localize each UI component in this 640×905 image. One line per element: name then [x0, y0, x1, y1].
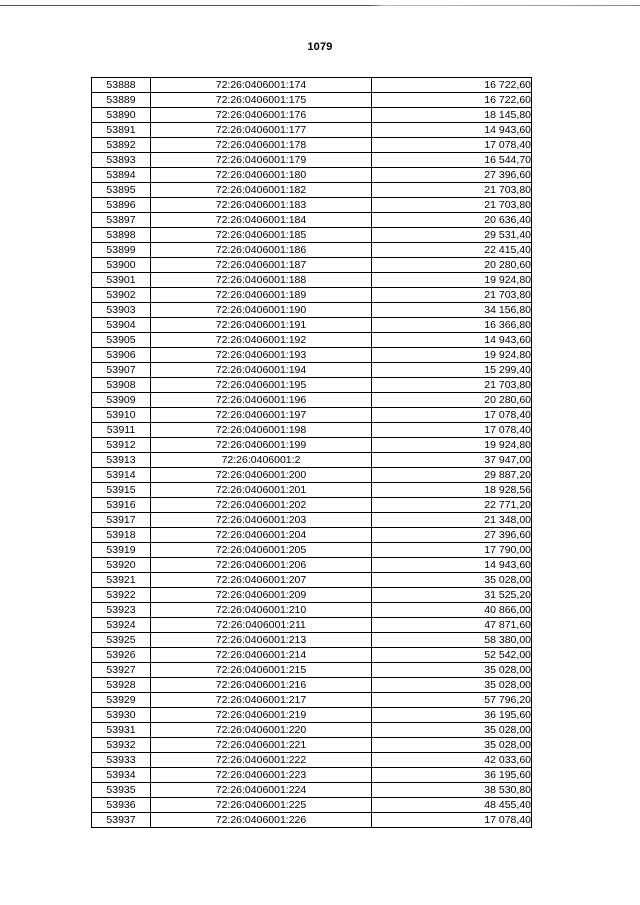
cadastral-number-cell: 72:26:0406001:222 [151, 753, 372, 768]
row-number-cell: 53894 [92, 168, 151, 183]
row-number-cell: 53893 [92, 153, 151, 168]
cadastral-value-cell: 17 078,40 [372, 408, 532, 423]
cadastral-number-cell: 72:26:0406001:195 [151, 378, 372, 393]
cadastral-value-cell: 52 542,00 [372, 648, 532, 663]
table-row [92, 258, 532, 273]
table-row [92, 753, 532, 768]
cadastral-number-cell: 72:26:0406001:202 [151, 498, 372, 513]
cadastral-value-cell: 21 703,80 [372, 183, 532, 198]
row-number-cell: 53920 [92, 558, 151, 573]
cadastral-value-cell: 35 028,00 [372, 678, 532, 693]
row-number-cell: 53916 [92, 498, 151, 513]
table-row [92, 603, 532, 618]
table-row [92, 198, 532, 213]
cadastral-number-cell: 72:26:0406001:206 [151, 558, 372, 573]
cadastral-number-cell: 72:26:0406001:2 [151, 453, 372, 468]
table-row [92, 648, 532, 663]
row-number-cell: 53902 [92, 288, 151, 303]
cadastral-number-cell: 72:26:0406001:179 [151, 153, 372, 168]
cadastral-value-cell: 35 028,00 [372, 738, 532, 753]
cadastral-value-cell: 17 078,40 [372, 138, 532, 153]
table-row [92, 138, 532, 153]
cadastral-number-cell: 72:26:0406001:187 [151, 258, 372, 273]
table-row [92, 168, 532, 183]
row-number-cell: 53900 [92, 258, 151, 273]
cadastral-value-cell: 21 703,80 [372, 288, 532, 303]
cadastral-value-cell: 35 028,00 [372, 663, 532, 678]
cadastral-value-cell: 36 195,60 [372, 708, 532, 723]
row-number-cell: 53898 [92, 228, 151, 243]
row-number-cell: 53889 [92, 93, 151, 108]
table-row [92, 213, 532, 228]
row-number-cell: 53934 [92, 768, 151, 783]
cadastral-value-cell: 17 078,40 [372, 423, 532, 438]
row-number-cell: 53907 [92, 363, 151, 378]
cadastral-number-cell: 72:26:0406001:186 [151, 243, 372, 258]
cadastral-value-cell: 17 790,00 [372, 543, 532, 558]
table-row [92, 153, 532, 168]
cadastral-number-cell: 72:26:0406001:213 [151, 633, 372, 648]
cadastral-value-cell: 29 531,40 [372, 228, 532, 243]
cadastral-number-cell: 72:26:0406001:216 [151, 678, 372, 693]
cadastral-number-cell: 72:26:0406001:217 [151, 693, 372, 708]
cadastral-number-cell: 72:26:0406001:175 [151, 93, 372, 108]
cadastral-number-cell: 72:26:0406001:189 [151, 288, 372, 303]
row-number-cell: 53926 [92, 648, 151, 663]
cadastral-number-cell: 72:26:0406001:211 [151, 618, 372, 633]
table-row [92, 318, 532, 333]
cadastral-value-cell: 35 028,00 [372, 723, 532, 738]
cadastral-number-cell: 72:26:0406001:219 [151, 708, 372, 723]
row-number-cell: 53909 [92, 393, 151, 408]
row-number-cell: 53922 [92, 588, 151, 603]
table-row [92, 333, 532, 348]
cadastral-value-cell: 16 722,60 [372, 93, 532, 108]
table-row [92, 108, 532, 123]
table-row [92, 378, 532, 393]
table-row [92, 798, 532, 813]
cadastral-number-cell: 72:26:0406001:214 [151, 648, 372, 663]
table-row [92, 303, 532, 318]
row-number-cell: 53929 [92, 693, 151, 708]
cadastral-number-cell: 72:26:0406001:184 [151, 213, 372, 228]
table-row [92, 558, 532, 573]
cadastral-value-cell: 36 195,60 [372, 768, 532, 783]
cadastral-value-cell: 21 348,00 [372, 513, 532, 528]
cadastral-number-cell: 72:26:0406001:200 [151, 468, 372, 483]
row-number-cell: 53888 [92, 78, 151, 93]
table-row [92, 663, 532, 678]
cadastral-number-cell: 72:26:0406001:197 [151, 408, 372, 423]
row-number-cell: 53921 [92, 573, 151, 588]
cadastral-value-cell: 27 396,60 [372, 168, 532, 183]
cadastral-value-cell: 34 156,80 [372, 303, 532, 318]
cadastral-number-cell: 72:26:0406001:221 [151, 738, 372, 753]
cadastral-value-cell: 40 866,00 [372, 603, 532, 618]
cadastral-number-cell: 72:26:0406001:198 [151, 423, 372, 438]
table-row [92, 363, 532, 378]
row-number-cell: 53912 [92, 438, 151, 453]
row-number-cell: 53928 [92, 678, 151, 693]
cadastral-number-cell: 72:26:0406001:193 [151, 348, 372, 363]
cadastral-number-cell: 72:26:0406001:226 [151, 813, 372, 828]
cadastral-value-cell: 19 924,80 [372, 273, 532, 288]
table-row [92, 438, 532, 453]
row-number-cell: 53899 [92, 243, 151, 258]
table-row [92, 423, 532, 438]
row-number-cell: 53919 [92, 543, 151, 558]
row-number-cell: 53936 [92, 798, 151, 813]
table-row [92, 498, 532, 513]
table-row [92, 693, 532, 708]
row-number-cell: 53914 [92, 468, 151, 483]
cadastral-value-cell: 58 380,00 [372, 633, 532, 648]
cadastral-number-cell: 72:26:0406001:176 [151, 108, 372, 123]
table-row [92, 183, 532, 198]
cadastral-value-cell: 21 703,80 [372, 198, 532, 213]
cadastral-number-cell: 72:26:0406001:180 [151, 168, 372, 183]
cadastral-value-cell: 37 947,00 [372, 453, 532, 468]
table-row [92, 588, 532, 603]
cadastral-number-cell: 72:26:0406001:185 [151, 228, 372, 243]
row-number-cell: 53897 [92, 213, 151, 228]
row-number-cell: 53904 [92, 318, 151, 333]
row-number-cell: 53913 [92, 453, 151, 468]
cadastral-number-cell: 72:26:0406001:223 [151, 768, 372, 783]
cadastral-value-cell: 29 887,20 [372, 468, 532, 483]
cadastral-number-cell: 72:26:0406001:182 [151, 183, 372, 198]
cadastral-value-cell: 38 530,80 [372, 783, 532, 798]
table-row [92, 618, 532, 633]
row-number-cell: 53930 [92, 708, 151, 723]
row-number-cell: 53932 [92, 738, 151, 753]
row-number-cell: 53925 [92, 633, 151, 648]
cadastral-value-cell: 18 928,56 [372, 483, 532, 498]
row-number-cell: 53890 [92, 108, 151, 123]
cadastral-number-cell: 72:26:0406001:188 [151, 273, 372, 288]
row-number-cell: 53911 [92, 423, 151, 438]
table-row [92, 813, 532, 828]
table-row [92, 453, 532, 468]
cadastral-value-cell: 42 033,60 [372, 753, 532, 768]
table-row [92, 678, 532, 693]
cadastral-number-cell: 72:26:0406001:209 [151, 588, 372, 603]
table-row [92, 123, 532, 138]
cadastral-value-cell: 20 280,60 [372, 393, 532, 408]
cadastral-number-cell: 72:26:0406001:178 [151, 138, 372, 153]
cadastral-value-cell: 47 871,60 [372, 618, 532, 633]
cadastral-number-cell: 72:26:0406001:201 [151, 483, 372, 498]
table-row [92, 633, 532, 648]
cadastral-number-cell: 72:26:0406001:191 [151, 318, 372, 333]
cadastral-value-cell: 19 924,80 [372, 348, 532, 363]
row-number-cell: 53896 [92, 198, 151, 213]
row-number-cell: 53908 [92, 378, 151, 393]
table-row [92, 738, 532, 753]
cadastral-number-cell: 72:26:0406001:224 [151, 783, 372, 798]
table-row [92, 483, 532, 498]
cadastral-value-cell: 48 455,40 [372, 798, 532, 813]
table-row [92, 768, 532, 783]
row-number-cell: 53903 [92, 303, 151, 318]
cadastral-value-cell: 31 525,20 [372, 588, 532, 603]
table-row [92, 528, 532, 543]
row-number-cell: 53901 [92, 273, 151, 288]
cadastral-value-cell: 16 722,60 [372, 78, 532, 93]
cadastral-value-cell: 15 299,40 [372, 363, 532, 378]
cadastral-number-cell: 72:26:0406001:203 [151, 513, 372, 528]
table-row [92, 573, 532, 588]
row-number-cell: 53918 [92, 528, 151, 543]
table-row [92, 783, 532, 798]
table-row [92, 468, 532, 483]
cadastral-value-cell: 35 028,00 [372, 573, 532, 588]
cadastral-number-cell: 72:26:0406001:194 [151, 363, 372, 378]
row-number-cell: 53910 [92, 408, 151, 423]
table-row [92, 393, 532, 408]
cadastral-value-cell: 14 943,60 [372, 333, 532, 348]
row-number-cell: 53906 [92, 348, 151, 363]
cadastral-number-cell: 72:26:0406001:220 [151, 723, 372, 738]
cadastral-value-cell: 27 396,60 [372, 528, 532, 543]
row-number-cell: 53931 [92, 723, 151, 738]
cadastral-number-cell: 72:26:0406001:207 [151, 573, 372, 588]
cadastral-value-cell: 16 544,70 [372, 153, 532, 168]
table-row [92, 78, 532, 93]
table-row [92, 228, 532, 243]
table-row [92, 543, 532, 558]
cadastral-number-cell: 72:26:0406001:190 [151, 303, 372, 318]
cadastral-value-cell: 14 943,60 [372, 123, 532, 138]
cadastral-number-cell: 72:26:0406001:210 [151, 603, 372, 618]
table-row [92, 408, 532, 423]
cadastral-number-cell: 72:26:0406001:177 [151, 123, 372, 138]
cadastral-value-cell: 20 636,40 [372, 213, 532, 228]
row-number-cell: 53917 [92, 513, 151, 528]
row-number-cell: 53891 [92, 123, 151, 138]
table-row [92, 513, 532, 528]
row-number-cell: 53892 [92, 138, 151, 153]
cadastral-number-cell: 72:26:0406001:204 [151, 528, 372, 543]
register-table-body [92, 78, 532, 828]
cadastral-number-cell: 72:26:0406001:196 [151, 393, 372, 408]
table-row [92, 273, 532, 288]
cadastral-number-cell: 72:26:0406001:183 [151, 198, 372, 213]
row-number-cell: 53895 [92, 183, 151, 198]
row-number-cell: 53935 [92, 783, 151, 798]
cadastral-value-cell: 22 771,20 [372, 498, 532, 513]
table-row [92, 93, 532, 108]
cadastral-value-cell: 20 280,60 [372, 258, 532, 273]
cadastral-number-cell: 72:26:0406001:215 [151, 663, 372, 678]
row-number-cell: 53923 [92, 603, 151, 618]
cadastral-value-cell: 57 796,20 [372, 693, 532, 708]
row-number-cell: 53933 [92, 753, 151, 768]
table-row [92, 723, 532, 738]
cadastral-number-cell: 72:26:0406001:205 [151, 543, 372, 558]
row-number-cell: 53927 [92, 663, 151, 678]
page-number: 1079 [307, 41, 333, 53]
table-row [92, 288, 532, 303]
row-number-cell: 53915 [92, 483, 151, 498]
cadastral-number-cell: 72:26:0406001:192 [151, 333, 372, 348]
cadastral-value-cell: 17 078,40 [372, 813, 532, 828]
row-number-cell: 53937 [92, 813, 151, 828]
cadastral-number-cell: 72:26:0406001:199 [151, 438, 372, 453]
row-number-cell: 53905 [92, 333, 151, 348]
table-row [92, 243, 532, 258]
register-table [91, 77, 532, 828]
cadastral-value-cell: 18 145,80 [372, 108, 532, 123]
table-row [92, 708, 532, 723]
table-row [92, 348, 532, 363]
cadastral-value-cell: 21 703,80 [372, 378, 532, 393]
scan-edge-line [0, 5, 640, 6]
cadastral-number-cell: 72:26:0406001:225 [151, 798, 372, 813]
row-number-cell: 53924 [92, 618, 151, 633]
cadastral-value-cell: 14 943,60 [372, 558, 532, 573]
cadastral-value-cell: 19 924,80 [372, 438, 532, 453]
cadastral-number-cell: 72:26:0406001:174 [151, 78, 372, 93]
cadastral-value-cell: 16 366,80 [372, 318, 532, 333]
cadastral-value-cell: 22 415,40 [372, 243, 532, 258]
